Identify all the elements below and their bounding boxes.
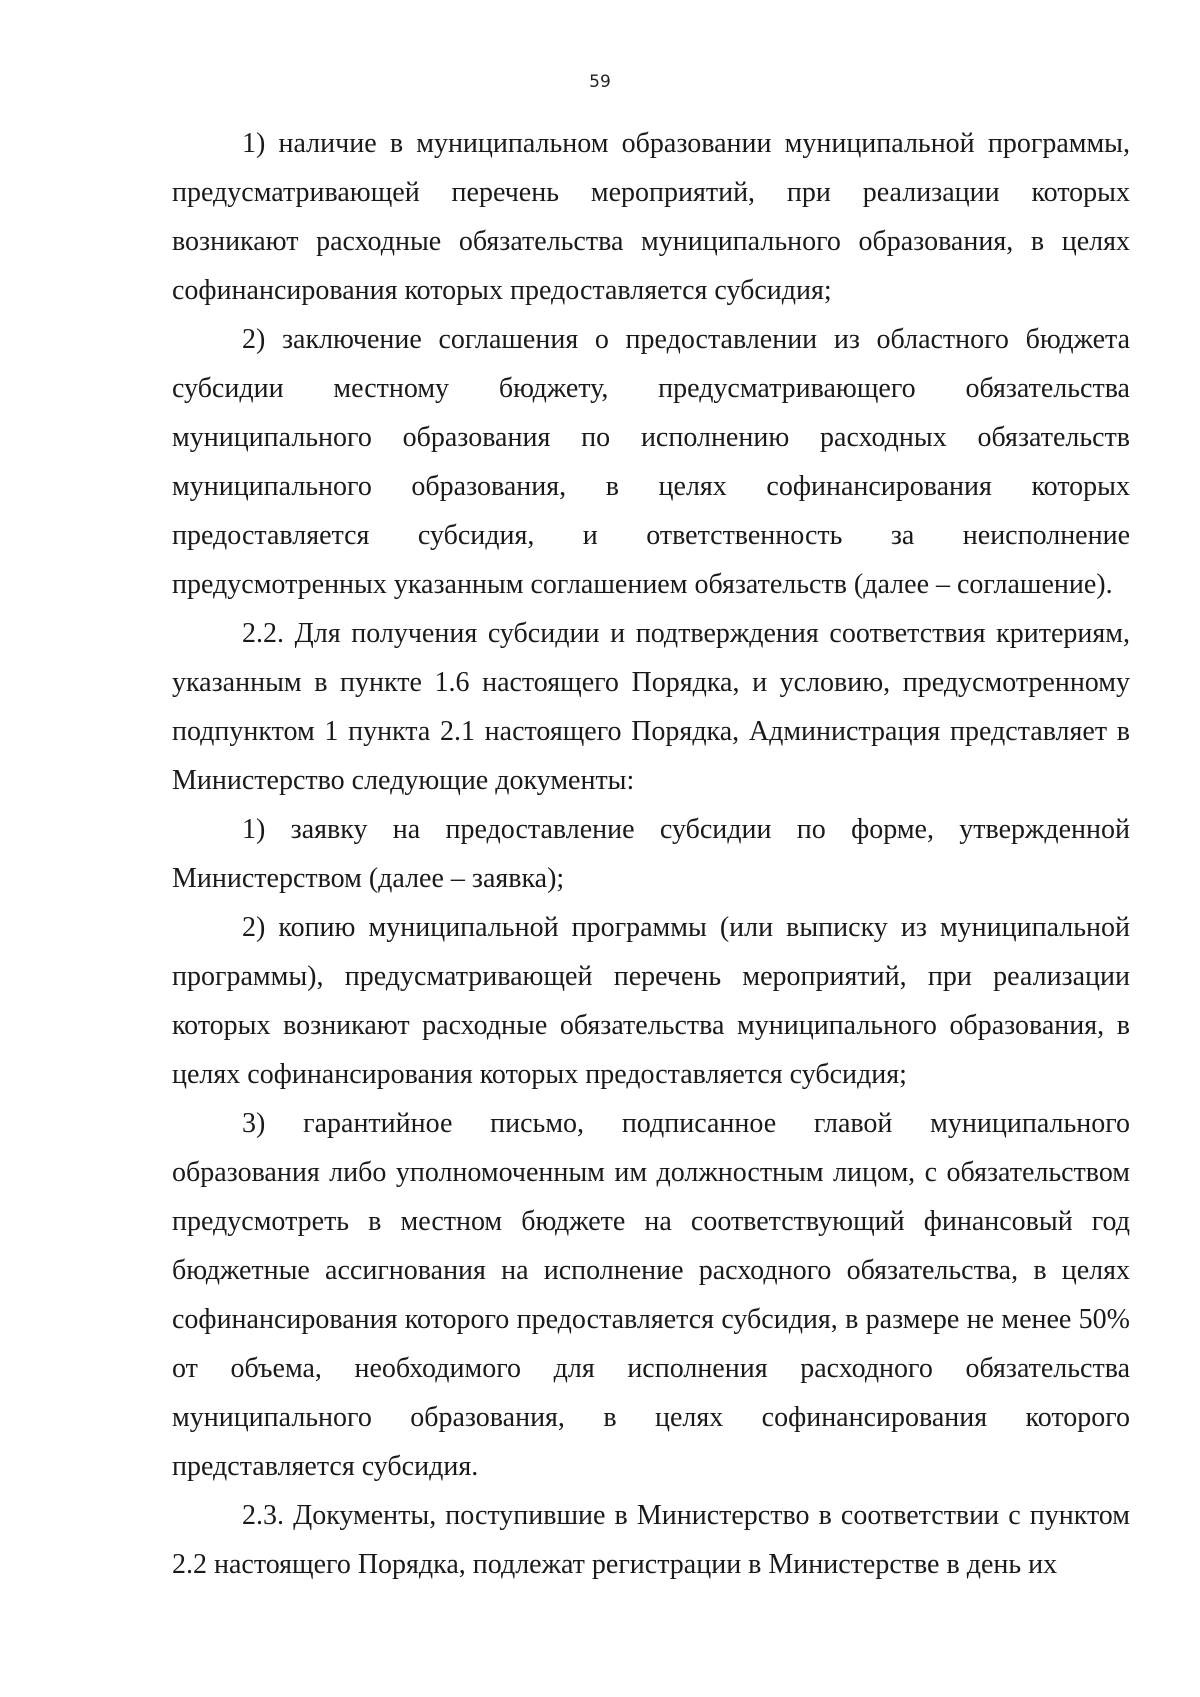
paragraph-item-2: 2) заключение соглашения о предоставлении из областного бюджета субсидии местному бюджету, предусматривающего обязательства муниципального образования по исполнению расходных обязательств муниципального образования, в целях софинансирования которых предоставляется субсидия, и ответственность за неисполнение предусмотренных указанным соглашением обязательств (далее – соглашение).: [172, 324, 1130, 600]
paragraph-doc-1: 1) заявку на предоставление субсидии по форме, утвержденной Министерством (далее – заявка);: [172, 814, 1130, 894]
paragraph-section-2-3: 2.3. Документы, поступившие в Министерство в соответствии с пунктом 2.2 настоящего Порядка, подлежат регистрации в Министерстве в день их: [172, 1500, 1130, 1580]
document-body: [172, 119, 1130, 1589]
page-number: 59: [589, 72, 611, 92]
paragraph-item-1: 1) наличие в муниципальном образовании муниципальной программы, предусматривающей перечень мероприятий, при реализации которых возникают расходные обязательства муниципального образования, в целях софинансирования которых предоставляется субсидия;: [172, 128, 1130, 306]
paragraph-doc-2: 2) копию муниципальной программы (или выписку из муниципальной программы), предусматривающей перечень мероприятий, при реализации которых возникают расходные обязательства муниципального образования, в целях софинансирования которых предоставляется субсидия;: [172, 912, 1130, 1090]
paragraph-doc-3: 3) гарантийное письмо, подписанное главой муниципального образования либо уполномоченным им должностным лицом, с обязательством предусмотреть в местном бюджете на соответствующий финансовый год бюджетные ассигнования на исполнение расходного обязательства, в целях софинансирования которого предоставляется субсидия, в размере не менее 50% от объема, необходимого для исполнения расходного обязательства муниципального образования, в целях софинансирования которого представляется субсидия.: [172, 1108, 1130, 1482]
paragraph-section-2-2: 2.2. Для получения субсидии и подтверждения соответствия критериям, указанным в пункте 1.6 настоящего Порядка, и условию, предусмотренному подпунктом 1 пункта 2.1 настоящего Порядка, Администрация представляет в Министерство следующие документы:: [172, 618, 1130, 796]
